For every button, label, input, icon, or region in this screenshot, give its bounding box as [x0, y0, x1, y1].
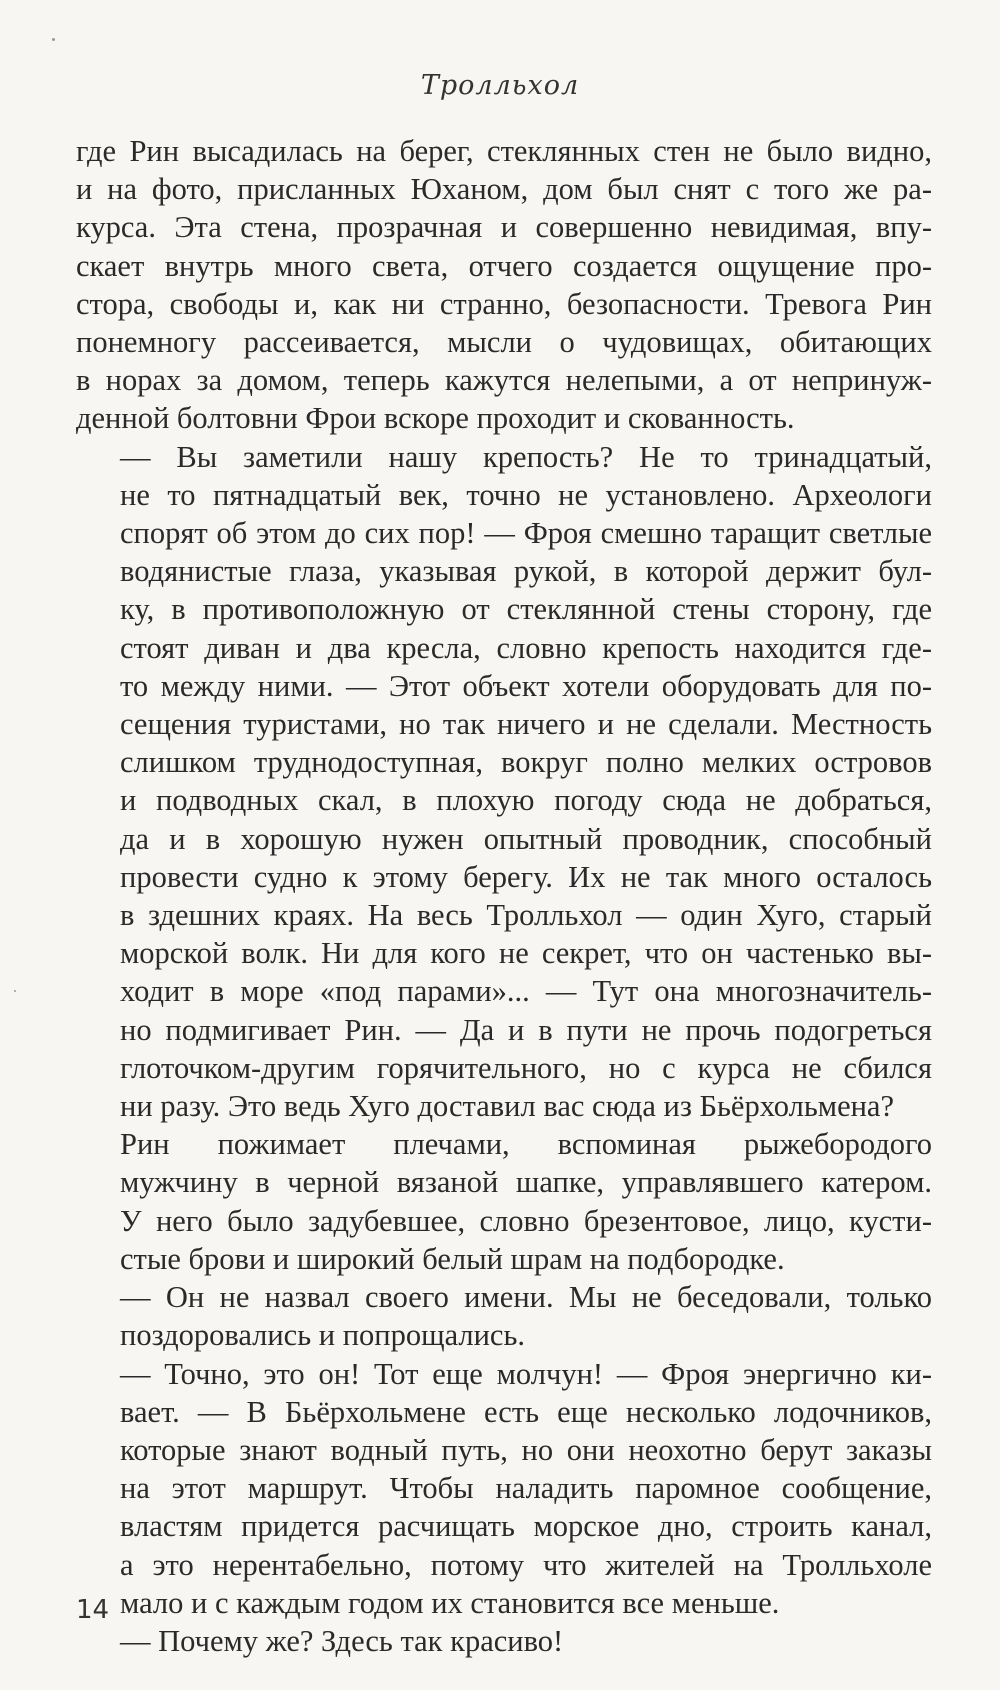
text-line: в норах за домом, теперь кажутся нелепыми, а от непринуж- [76, 363, 932, 398]
text-line: — Вы заметили нашу крепость? Не то тринадцатый, [120, 439, 932, 474]
text-line: поздоровались и попрощались. [120, 1318, 526, 1353]
paragraph [76, 1622, 932, 1660]
text-line: мало и с каждым годом их становится все меньше. [120, 1585, 780, 1620]
text-line: но подмигивает Рин. — Да и в пути не прочь подогреться [120, 1012, 932, 1047]
text-line: на этот маршрут. Чтобы наладить паромное сообщение, [120, 1471, 932, 1506]
paragraph [76, 132, 932, 438]
text-line: где Рин высадилась на берег, стеклянных стен не было видно, [76, 134, 932, 168]
page-number: 14 [76, 1595, 110, 1625]
text-line: вает. — В Бьёрхольмене есть еще несколько лодочников, [120, 1394, 932, 1429]
paragraph [76, 1278, 932, 1354]
text-line: водянистые глаза, указывая рукой, в которой держит бул- [120, 554, 932, 589]
text-line: в здешних краях. На весь Тролльхол — один Хуго, старый [120, 898, 932, 933]
text-line: и на фото, присланных Юханом, дом был снят с того же ра- [76, 172, 932, 207]
text-line: спорят об этом до сих пор! — Фроя смешно таращит светлые [120, 516, 932, 551]
text-line: провести судно к этому берегу. Их не так много осталось [120, 859, 932, 894]
text-line: слишком труднодоступная, вокруг полно мелких островов [120, 745, 932, 780]
text-line: скает внутрь много света, отчего создается ощущение про- [76, 248, 932, 283]
text-line: властям придется расчищать морское дно, строить канал, [120, 1509, 932, 1544]
text-line: денной болтовни Фрои вскоре проходит и скованность. [76, 401, 795, 436]
text-line: сещения туристами, но так ничего и не сделали. Местность [120, 707, 932, 742]
text-line: стора, свободы и, как ни странно, безопасности. Тревога Рин [76, 286, 932, 321]
text-line: а это нерентабельно, потому что жителей на Тролльхоле [120, 1547, 932, 1582]
body-text [76, 132, 932, 1660]
text-line: и подводных скал, в плохую погоду сюда не добраться, [120, 783, 932, 818]
paragraph [76, 1125, 932, 1278]
text-line: стые брови и широкий белый шрам на подбородке. [120, 1241, 785, 1276]
text-line: морской волк. Ни для кого не секрет, что он частенько вы- [120, 936, 932, 971]
running-title: Тролльхол [420, 70, 580, 101]
paragraph [76, 1355, 932, 1622]
text-line: — Он не назвал своего имени. Мы не беседовали, только [120, 1280, 932, 1315]
text-line: глоточком-другим горячительного, но с курса не сбился [120, 1050, 932, 1085]
text-line: то между ними. — Этот объект хотели оборудовать для по- [120, 668, 932, 703]
text-line: ку, в противоположную от стеклянной стены сторону, где [120, 592, 932, 627]
text-line: — Почему же? Здесь так красиво! [120, 1623, 564, 1658]
text-line: не то пятнадцатый век, точно не установлено. Археологи [120, 477, 932, 512]
text-line: ходит в море «под парами»... — Тут она многозначитель- [120, 974, 932, 1009]
text-line: мужчину в черной вязаной шапке, управлявшего катером. [120, 1165, 932, 1200]
paper-speck [52, 38, 55, 41]
text-line: которые знают водный путь, но они неохотно берут заказы [120, 1432, 932, 1467]
text-line: — Точно, это он! Тот еще молчун! — Фроя энергично ки- [120, 1356, 932, 1391]
text-line: да и в хорошую нужен опытный проводник, способный [120, 821, 932, 856]
text-line: У него было задубевшее, словно брезентовое, лицо, кусти- [120, 1203, 932, 1238]
text-line: стоят диван и два кресла, словно крепость находится где- [120, 630, 932, 665]
paragraph [76, 438, 932, 1126]
text-line: Рин пожимает плечами, вспоминая рыжебородого [120, 1127, 932, 1162]
paper-speck [14, 990, 16, 992]
text-line: курса. Эта стена, прозрачная и совершенно невидимая, впу- [76, 210, 932, 245]
text-line: понемногу рассеивается, мысли о чудовищах, обитающих [76, 325, 932, 360]
text-line: ни разу. Это ведь Хуго доставил вас сюда из Бьёрхольмена? [120, 1089, 895, 1124]
